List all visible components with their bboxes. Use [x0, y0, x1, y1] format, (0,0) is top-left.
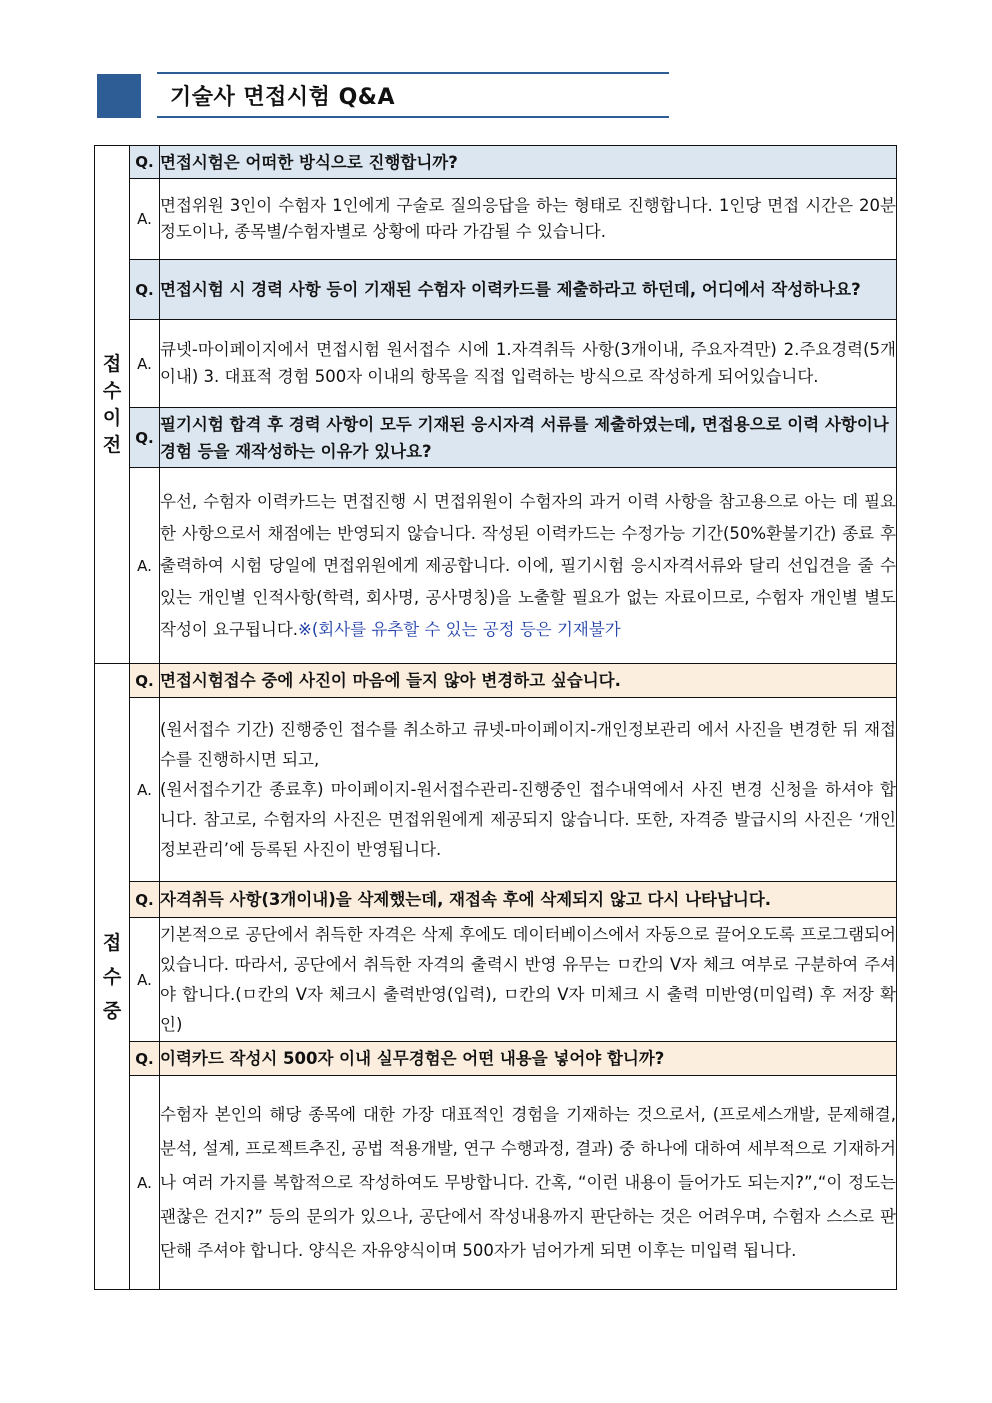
question-text: 면접시험은 어떠한 방식으로 진행합니까? — [160, 146, 897, 179]
qa-row-q2 — [95, 260, 897, 320]
qa-row-a4 — [95, 698, 897, 882]
qa-table — [94, 145, 897, 1290]
question-text: 이력카드 작성시 500자 이내 실무경험은 어떤 내용을 넣어야 합니까? — [160, 1042, 897, 1076]
qa-row-a2 — [95, 320, 897, 408]
a-marker: A. — [130, 179, 160, 260]
a-marker: A. — [130, 698, 160, 882]
a-marker: A. — [130, 468, 160, 664]
q-marker: Q. — [130, 1042, 160, 1076]
qa-row-q6 — [95, 1042, 897, 1076]
q-marker: Q. — [130, 408, 160, 468]
q-marker: Q. — [130, 882, 160, 918]
a-marker: A. — [130, 1076, 160, 1290]
question-text: 면접시험 시 경력 사항 등이 기재된 수험자 이력카드를 제출하라고 하던데, 어디에서 작성하나요? — [160, 260, 897, 320]
q-marker: Q. — [130, 664, 160, 698]
qa-row-a5 — [95, 918, 897, 1042]
qa-row-q5 — [95, 882, 897, 918]
qa-row-a6 — [95, 1076, 897, 1290]
header-rule-top — [157, 72, 669, 74]
a-marker: A. — [130, 320, 160, 408]
qa-row-q1 — [95, 146, 897, 179]
answer-text-continued: (원서접수기간 종료후) 마이페이지-원서접수관리-진행중인 접수내역에서 사진 변경 신청을 하셔야 합니다. 참고로, 수험자의 사진은 면접위원에게 제공되지 않습니다. 또한, 자격증 발급시의 사진은 ‘개인정보관리’에 등록된 사진이 반영됩니다. — [160, 779, 896, 859]
header-rule-bottom — [157, 116, 669, 118]
section-label-before-text: 접수이전 — [102, 352, 122, 456]
page-title: 기술사 면접시험 Q&A — [170, 85, 395, 110]
a-marker: A. — [130, 918, 160, 1042]
qa-row-q4 — [95, 664, 897, 698]
q-marker: Q. — [130, 260, 160, 320]
question-text: 자격취득 사항(3개이내)을 삭제했는데, 재접속 후에 삭제되지 않고 다시 나타납니다. — [160, 882, 897, 918]
q-marker: Q. — [130, 146, 160, 179]
qa-row-a1 — [95, 179, 897, 260]
section-label-during-text: 접수중 — [102, 931, 122, 1022]
answer-text: 수험자 본인의 해당 종목에 대한 가장 대표적인 경험을 기재하는 것으로서, (프로세스개발, 문제해결, 분석, 설계, 프로젝트추진, 공법 적용개발, 연구 수행과정, 결과) 중 하나에 대하여 세부적으로 기재하거나 여러 가지를 복합적으로 작성하여도 무방합니다. 간혹, “이런 내용이 들어가도 되는지?”,“이 정도는 괜찮은 건지?” 등의 문의가 있으나, 공단에서 작성내용까지 판단하는 것은 어려우며, 수험자 스스로 판단해 주셔야 합니다. 양식은 자유양식이며 500자가 넘어가게 되면 이후는 미입력 됩니다. — [160, 1076, 897, 1290]
question-text: 필기시험 합격 후 경력 사항이 모두 기재된 응시자격 서류를 제출하였는데, 면접용으로 이력 사항이나 경험 등을 재작성하는 이유가 있나요? — [160, 408, 897, 468]
section-label-during — [95, 664, 130, 1290]
qa-row-a3 — [95, 468, 897, 664]
question-text: 면접시험접수 중에 사진이 마음에 들지 않아 변경하고 싶습니다. — [160, 664, 897, 698]
answer-text: 면접위원 3인이 수험자 1인에게 구술로 질의응답을 하는 형태로 진행합니다. 1인당 면접 시간은 20분 정도이나, 종목별/수험자별로 상황에 따라 가감될 수 있습니다. — [160, 179, 897, 260]
section-label-before — [95, 146, 130, 664]
answer-text: 큐넷-마이페이지에서 면접시험 원서접수 시에 1.자격취득 사항(3개이내, 주요자격만) 2.주요경력(5개이내) 3. 대표적 경험 500자 이내의 항목을 직접 입력하는 방식으로 작성하게 되어있습니다. — [160, 320, 897, 408]
answer-text: (원서접수 기간) 진행중인 접수를 취소하고 큐넷-마이페이지-개인정보관리 에서 사진을 변경한 뒤 재접수를 진행하시면 되고, — [160, 719, 896, 769]
answer-text: 우선, 수험자 이력카드는 면접진행 시 면접위원이 수험자의 과거 이력 사항을 참고용으로 아는 데 필요한 사항으로서 채점에는 반영되지 않습니다. 작성된 이력카드는 수정가능 기간(50%환불기간) 종료 후 출력하여 시험 당일에 면접위원에게 제공합니다. 이에, 필기시험 응시자격서류와 달리 선입견을 줄 수 있는 개인별 인적사항(학력, 회사명, 공사명칭)을 노출할 필요가 없는 자료이므로, 수험자 개인별 별도 작성이 요구됩니다. — [160, 491, 896, 639]
qa-row-q3 — [95, 408, 897, 468]
answer-note: ※(회사를 유추할 수 있는 공정 등은 기재불가 — [298, 619, 621, 639]
header-accent-block — [97, 74, 141, 118]
answer-text: 기본적으로 공단에서 취득한 자격은 삭제 후에도 데이터베이스에서 자동으로 끌어오도록 프로그램되어 있습니다. 따라서, 공단에서 취득한 자격의 출력시 반영 유무는 ㅁ칸의 V자 체크 여부로 구분하여 주셔야 합니다.(ㅁ칸의 V자 체크시 출력반영(입력), ㅁ칸의 V자 미체크 시 출력 미반영(미입력) 후 저장 확인) — [160, 918, 897, 1042]
answer-cell — [160, 468, 897, 664]
answer-cell — [160, 698, 897, 882]
